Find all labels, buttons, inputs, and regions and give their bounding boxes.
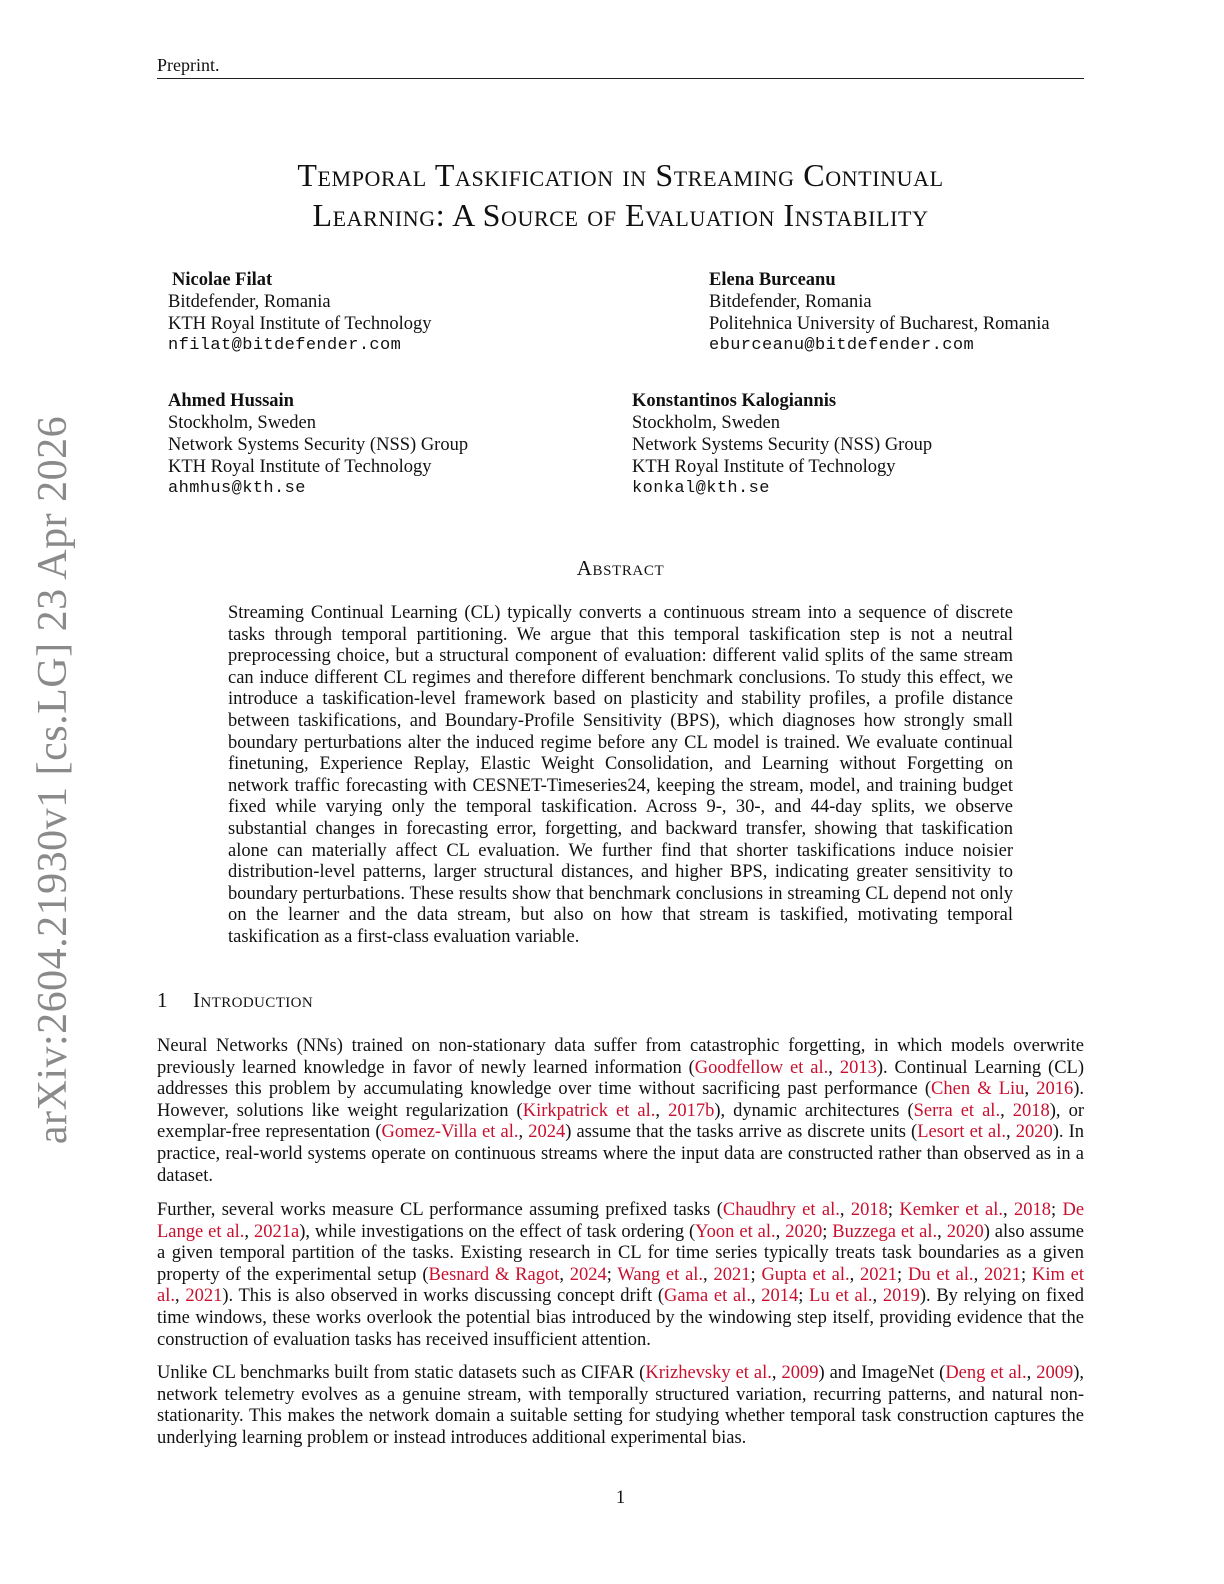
text-span: , [973, 1264, 984, 1285]
citation-link[interactable]: Deng et al. [945, 1363, 1027, 1383]
citation-link[interactable]: 2019 [882, 1286, 920, 1307]
citation-link[interactable]: 2016 [1036, 1079, 1074, 1100]
text-span: ) also assume a given temporal partition of the tasks. Existing research in CL for time series typically treats task boundaries as a given property of the experimental setup ( [157, 1221, 1085, 1285]
running-header: Preprint. [157, 54, 1084, 79]
citation-link[interactable]: Gomez-Villa et al. [381, 1122, 519, 1143]
text-span: , [655, 1100, 669, 1121]
citation-link[interactable]: 2021 [713, 1264, 751, 1285]
author-name: Ahmed Hussain [168, 391, 294, 411]
text-span: ), network telemetry evolves as a genuine stream, with temporally structured variation, recurring patterns, and natural non-stationarity. This makes the network domain a suitable setting for studying whether temporal task construction captures the underlying learning problem or instead introduces additional experimental bias. [157, 1363, 1085, 1448]
text-span: Unlike CL benchmarks built from static datasets such as CIFAR ( [157, 1363, 646, 1383]
author-block-hussain [168, 390, 468, 500]
author-email[interactable]: konkal@kth.se [632, 479, 770, 498]
text-span: , [750, 1286, 762, 1307]
citation-link[interactable]: 2018 [1012, 1100, 1050, 1121]
author-affiliation: KTH Royal Institute of Technology [632, 457, 896, 477]
author-email[interactable]: ahmhus@kth.se [168, 479, 306, 498]
text-span: , [775, 1221, 786, 1242]
text-span: , [872, 1286, 883, 1307]
citation-link[interactable]: Kim et al. [157, 1264, 1085, 1307]
citation-link[interactable]: Gama et al. [664, 1286, 751, 1307]
author-affiliation: Network Systems Security (NSS) Group [632, 435, 933, 455]
section-heading-introduction [157, 988, 313, 1013]
author-name: Nicolae Filat [172, 270, 273, 290]
author-affiliation: Stockholm, Sweden [632, 413, 780, 433]
text-span: , [174, 1286, 186, 1307]
text-span: , [849, 1264, 861, 1285]
citation-link[interactable]: Besnard & Ragot [428, 1264, 560, 1285]
citation-link[interactable]: 2021 [984, 1264, 1021, 1285]
citation-link[interactable]: Serra et al. [913, 1100, 1001, 1121]
citation-link[interactable]: 2024 [528, 1122, 566, 1143]
text-span: , [703, 1264, 714, 1285]
author-affiliation: Network Systems Security (NSS) Group [168, 435, 469, 455]
citation-link[interactable]: Buzzega et al. [832, 1221, 938, 1242]
intro-paragraph-1 [157, 1036, 1084, 1187]
section-title: Introduction [193, 988, 314, 1012]
page-number: 1 [615, 1488, 626, 1508]
abstract-text: Streaming Continual Learning (CL) typically converts a continuous stream into a sequence of discrete tasks through temporal partitioning. We argue that this temporal taskification step is not a neutral preprocessing choice, but a structural component of evaluation: different valid splits of the same stream can induce different CL regimes and therefore different benchmark conclusions. To study this effect, we introduce a taskification-level framework based on plasticity and stability profiles, a profile distance between taskifications, and Boundary-Profile Sensitivity (BPS), which diagnoses how strongly small boundary perturbations alter the induced regime before any CL model is trained. We evaluate continual finetuning, Experience Replay, Elastic Weight Consolidation, and Learning without Forgetting on network traffic forecasting with CESNET-Timeseries24, keeping the stream, model, and training budget fixed while varying only the temporal taskification. Across 9-, 30-, and 44-day splits, we observe substantial changes in forecasting error, forgetting, and backward transfer, showing that taskification alone can materially affect CL evaluation. We further find that shorter taskifications induce noisier distribution-level patterns, larger structural distances, and higher BPS, indicating greater sensitivity to boundary perturbations. These results show that benchmark conclusions in streaming CL depend not only on the learner and the data stream, but also on how that stream is taskified, motivating temporal taskification as a first-class evaluation variable. [228, 603, 1013, 947]
text-span: , [839, 1200, 851, 1220]
text-span: , [518, 1122, 529, 1143]
text-span: ; [1050, 1200, 1063, 1220]
citation-link[interactable]: 2021 [860, 1264, 898, 1285]
citation-link[interactable]: Du et al. [908, 1264, 974, 1285]
citation-link[interactable]: 2009 [1036, 1363, 1074, 1383]
text-span: , [244, 1221, 254, 1242]
text-span: , [1024, 1079, 1037, 1100]
author-block-kalogiannis [632, 390, 932, 500]
author-affiliation: Bitdefender, Romania [168, 292, 331, 312]
citation-link[interactable]: 2018 [1013, 1200, 1051, 1220]
citation-link[interactable]: Lesort et al. [917, 1122, 1006, 1143]
citation-link[interactable]: Lu et al. [809, 1286, 873, 1307]
text-span: , [771, 1363, 782, 1383]
text-span: , [828, 1057, 840, 1078]
citation-link[interactable]: 2014 [761, 1286, 799, 1307]
author-affiliation: KTH Royal Institute of Technology [168, 314, 432, 334]
citation-link[interactable]: 2017b [668, 1100, 715, 1121]
text-span: ), while investigations on the effect of task ordering ( [299, 1221, 696, 1242]
text-span: ). Continual Learning (CL) addresses this problem by accumulating knowledge over time without sacrificing past performance ( [157, 1057, 1084, 1100]
text-span: ; [897, 1264, 908, 1285]
author-email[interactable]: nfilat@bitdefender.com [168, 336, 402, 355]
author-affiliation: Stockholm, Sweden [168, 413, 316, 433]
citation-link[interactable]: 2020 [1015, 1122, 1053, 1143]
text-span: ). By relying on fixed time windows, these works overlook the potential bias introduced by the windowing step itself, providing evidence that the construction of evaluation tasks has received insufficient attention. [157, 1286, 1084, 1350]
citation-link[interactable]: Chen & Liu [931, 1079, 1025, 1100]
arxiv-stamp[interactable]: arXiv:2604.21930v1 [cs.LG] 23 Apr 2026 [30, 415, 76, 1145]
paper-title [157, 155, 1084, 235]
author-name: Konstantinos Kalogiannis [632, 391, 837, 411]
text-span: ) assume that the tasks arrive as discrete units ( [565, 1122, 918, 1143]
author-block-filat [168, 269, 432, 357]
author-affiliation: Bitdefender, Romania [709, 292, 872, 312]
citation-link[interactable]: Kemker et al. [899, 1200, 1003, 1220]
text-span: ; [822, 1221, 833, 1242]
text-span: ). This is also observed in works discussing concept drift ( [222, 1286, 665, 1307]
title-line-1: Temporal Taskification in Streaming Continual [297, 157, 944, 193]
citation-link[interactable]: 2020 [946, 1221, 984, 1242]
section-number: 1 [157, 988, 168, 1012]
text-span: ). However, solutions like weight regularization ( [157, 1079, 1084, 1121]
citation-link[interactable]: 2021 [185, 1286, 223, 1307]
author-name: Elena Burceanu [709, 270, 836, 290]
text-span: , [1002, 1200, 1014, 1220]
text-span: ; [887, 1200, 900, 1220]
text-span: , [559, 1264, 570, 1285]
author-affiliation: Politehnica University of Bucharest, Romania [709, 314, 1050, 334]
citation-link[interactable]: Gupta et al. [761, 1264, 850, 1285]
citation-link[interactable]: 2018 [850, 1200, 888, 1220]
text-span: Further, several works measure CL performance assuming prefixed tasks ( [157, 1200, 723, 1220]
citation-link[interactable]: De Lange et al. [157, 1200, 1085, 1242]
text-span: ; [798, 1286, 810, 1307]
author-email[interactable]: eburceanu@bitdefender.com [709, 336, 975, 355]
text-span: ; [1021, 1264, 1032, 1285]
text-span: ) and ImageNet ( [818, 1363, 946, 1383]
text-span: ), dynamic architectures ( [714, 1100, 914, 1121]
citation-link[interactable]: Krizhevsky et al. [645, 1363, 772, 1383]
text-span: , [937, 1221, 947, 1242]
citation-link[interactable]: 2021a [253, 1221, 300, 1242]
text-span: , [1026, 1363, 1037, 1383]
author-affiliation: KTH Royal Institute of Technology [168, 457, 432, 477]
citation-link[interactable]: Wang et al. [617, 1264, 704, 1285]
intro-paragraph-2 [157, 1200, 1084, 1351]
citation-link[interactable]: 2009 [781, 1363, 819, 1383]
citation-link[interactable]: Kirkpatrick et al. [522, 1100, 656, 1121]
citation-link[interactable]: 2020 [785, 1221, 823, 1242]
text-span: ), or exemplar-free representation ( [157, 1100, 1084, 1143]
citation-link[interactable]: 2013 [839, 1057, 877, 1078]
text-span: ; [750, 1264, 762, 1285]
citation-link[interactable]: Chaudhry et al. [722, 1200, 840, 1220]
title-line-2: Learning: A Source of Evaluation Instability [312, 197, 929, 233]
text-span: Neural Networks (NNs) trained on non-stationary data suffer from catastrophic forgetting, in which models overwrite previously learned knowledge in favor of newly learned information ( [157, 1036, 1084, 1078]
text-span: , [1006, 1122, 1016, 1143]
text-span: ; [606, 1264, 618, 1285]
intro-paragraph-3 [157, 1363, 1084, 1449]
author-block-burceanu [709, 269, 1050, 357]
text-span: , [1000, 1100, 1013, 1121]
citation-link[interactable]: 2024 [569, 1264, 607, 1285]
citation-link[interactable]: Yoon et al. [695, 1221, 776, 1242]
text-span: ). In practice, real-world systems operate on continuous streams where the input data are constructed rather than observed as in a dataset. [157, 1122, 1085, 1186]
citation-link[interactable]: Goodfellow et al. [694, 1057, 829, 1078]
abstract-heading: Abstract [576, 556, 665, 580]
